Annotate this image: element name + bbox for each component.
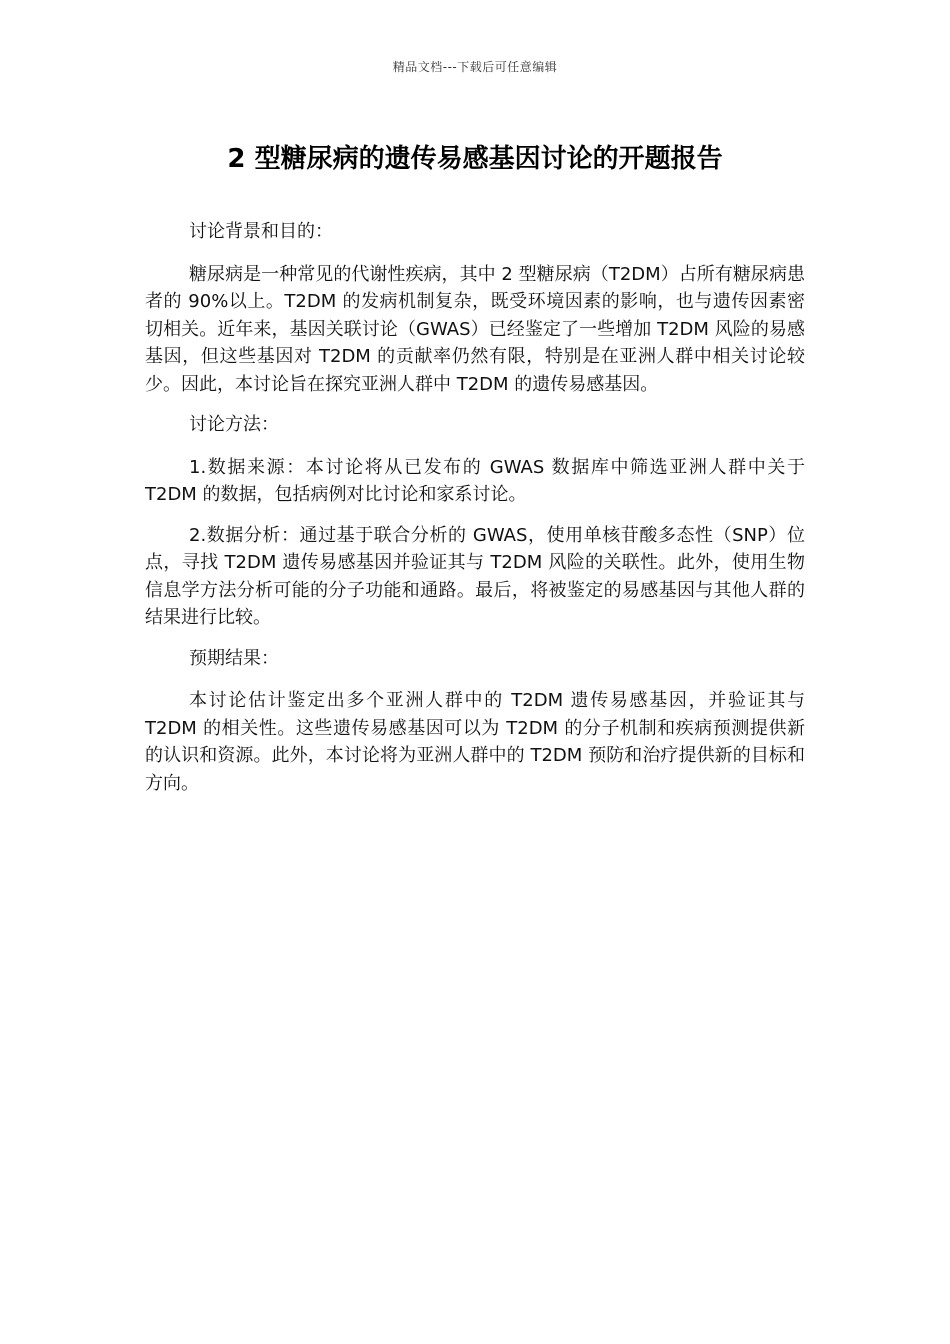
results-heading: 预期结果：	[189, 647, 279, 669]
document-body	[145, 218, 805, 810]
methods-item-data-source: 1.数据来源：本讨论将从已发布的 GWAS 数据库中筛选亚洲人群中关于 T2DM 的数据，包括病例对比讨论和家系讨论。	[145, 456, 805, 505]
methods-heading: 讨论方法：	[189, 414, 279, 435]
background-heading: 讨论背景和目的：	[189, 221, 333, 242]
methods-item-data-analysis: 2.数据分析：通过基于联合分析的 GWAS，使用单核苷酸多态性（SNP）位点，寻找 T2DM 遗传易感基因并验证其与 T2DM 风险的关联性。此外，使用生物信息学方法分析可能的分子功能和通路。最后，将被鉴定的易感基因与其他人群的结果进行比较。	[145, 524, 805, 628]
background-paragraph: 糖尿病是一种常见的代谢性疾病，其中 2 型糖尿病（T2DM）占所有糖尿病患者的 90%以上。T2DM 的发病机制复杂，既受环境因素的影响，也与遗传因素密切相关。近年来，基因关联讨论（GWAS）已经鉴定了一些增加 T2DM 风险的易感基因，但这些基因对 T2DM 的贡献率仍然有限，特别是在亚洲人群中相关讨论较少。因此，本讨论旨在探究亚洲人群中 T2DM 的遗传易感基因。	[145, 263, 805, 395]
header-note: 精品文档---下载后可任意编辑	[392, 60, 558, 74]
document-title: 2 型糖尿病的遗传易感基因讨论的开题报告	[227, 144, 723, 174]
results-paragraph: 本讨论估计鉴定出多个亚洲人群中的 T2DM 遗传易感基因，并验证其与 T2DM 的相关性。这些遗传易感基因可以为 T2DM 的分子机制和疾病预测提供新的认识和资源。此外，本讨论将为亚洲人群中的 T2DM 预防和治疗提供新的目标和方向。	[145, 690, 805, 794]
